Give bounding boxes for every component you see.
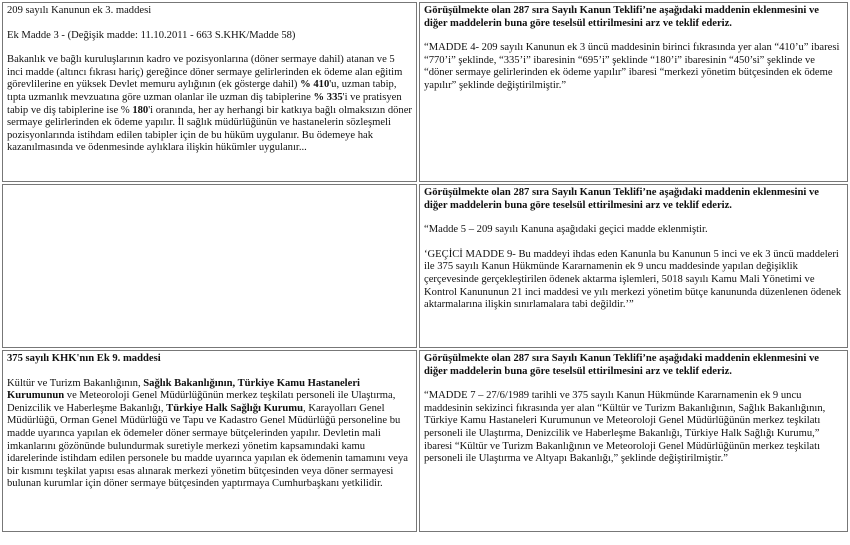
comparison-table <box>2 2 848 541</box>
proposal-title: Görüşülmekte olan 287 sıra Sayılı Kanun Teklifi’ne aşağıdaki maddenin eklenmesini ve diğer maddelerin buna göre teselsül ettirilmesini arz ve teklif ederiz. <box>424 187 819 211</box>
proposal-title: Görüşülmekte olan 287 sıra Sayılı Kanun Teklifi’ne aşağıdaki maddenin eklenmesini ve diğer maddelerin buna göre teselsül ettirilmesini arz ve teklif ederiz. <box>424 353 819 377</box>
law-text-bold: Türkiye Halk Sağlığı Kurumu <box>166 402 304 414</box>
law-text <box>7 378 412 491</box>
proposal-body: “MADDE 4- 209 sayılı Kanunun ek 3 üncü maddesinin birinci fıkrasında yer alan “410’u” ibaresi “770’i” şeklinde, “335’i” ibaresinin “695’i” şeklinde “180’i” ibaresinin “450’si” şeklinde ve “döner sermaye gelirlerinden ek ödeme yapılır” ibaresi “merkezi yönetim bütçesinden ek ödeme yapılır” şeklinde değiştirilmiştir.” <box>424 42 840 91</box>
current-law-cell-1 <box>2 2 417 182</box>
law-rate-bold: % 410 <box>300 79 330 91</box>
law-rate-bold: % 335 <box>313 91 343 103</box>
proposal-cell-1 <box>419 2 848 182</box>
law-text-part: ve Meteoroloji Genel Müdürlüğünün merkez teşkilatı personeli ile Ulaştırma, Denizcilik ve Haberleşme Bakanlığı, <box>7 390 396 414</box>
law-text-part: 'i oranında, her ay herhangi bir katkıya bağlı olmaksızın döner sermaye gelirlerinden ek ödeme yapılır. İl sağlık müdürlüğünün ve hastanelerin sözleşmeli pozisyonlarında istihdam edilen tabipler için de bu hüküm uygulanır. Bu ödemeye hak kazanılmasında ve ödenmesinde aylıklara ilişkin hükümler uygulanır... <box>7 104 412 154</box>
law-rate-bold: 180 <box>132 104 149 116</box>
cell-title: 209 sayılı Kanunun ek 3. maddesi <box>7 5 152 16</box>
proposal-cell-2 <box>419 184 848 348</box>
proposal-title: Görüşülmekte olan 287 sıra Sayılı Kanun Teklifi’ne aşağıdaki maddenin eklenmesini ve diğer maddelerin buna göre teselsül ettirilmesini arz ve teklif ederiz. <box>424 5 819 29</box>
law-text-part: , Karayolları Genel Müdürlüğü, Orman Genel Müdürlüğü ve Tapu ve Kadastro Genel Müdürlüğü personeline bu madde uyarınca yapılan ek ödemeler döner sermaye bütçelerinden yapılır. Devletin mali imkanlarını gözönünde bulundurmak suretiyle merkezi yönetim kapsamındaki kamu idarelerinde istihdam edilen personele bu madde uyarınca yapılan ek ödemenin tamamını veya bir kısmını teşkilat yapısı esas alınarak merkezi yönetim bütçesinden veya döner sermayesi bulunan kurumlar için döner sermaye bütçesinden yaptırmaya Cumhurbaşkanı yetkilidir. <box>7 402 408 490</box>
law-text-part: 'i ve pratisyen tabip ve diş tabiplerine ise % <box>7 91 402 116</box>
current-law-cell-3 <box>2 350 417 532</box>
law-text-part: 'u, uzman tabip, tıpta uzmanlık mevzuatına göre uzman olanlar ile uzman diş tabiplerine <box>7 79 397 103</box>
proposal-line: “Madde 5 – 209 sayılı Kanuna aşağıdaki geçici madde eklenmiştir. <box>424 224 708 236</box>
proposal-cell-3 <box>419 350 848 532</box>
proposal-body: “MADDE 7 – 27/6/1989 tarihli ve 375 sayılı Kanun Hükmünde Kararnamenin ek 9 uncu maddesinin sekizinci fıkrasında yer alan “Kültür ve Turizm Bakanlığının, Sağlık Bakanlığının, Türkiye Kamu Hastaneleri Kurumunun ve Meteoroloji Genel Müdürlüğünün merkez teşkilatı personeli ile Ulaştırma, Denizcilik ve Haberleşme Bakanlığı, Türkiye Halk Sağlığı Kurumu,” ibaresi “Kültür ve Turizm Bakanlığının ve Meteoroloji Genel Müdürlüğünün merkez teşkilatı personeli ile Ulaştırma ve Altyapı Bakanlığı,” şeklinde değiştirilmiştir.” <box>424 390 826 465</box>
law-text-part: Bakanlık ve bağlı kuruluşlarının kadro ve pozisyonlarına (döner sermaye dahil) atanan ve 5 inci madde (altıncı fıkrası hariç) gereğince döner sermaye gelirlerinden ek ödeme alan eğitim görevlilerine en yüksek Devlet memuru aylığının (ek gösterge dahil) <box>7 54 403 91</box>
current-law-cell-2-empty <box>2 184 417 348</box>
cell-subtitle: Ek Madde 3 - (Değişik madde: 11.10.2011 - 663 S.KHK/Madde 58) <box>7 29 296 41</box>
law-text-part: Kültür ve Turizm Bakanlığının, <box>7 377 144 389</box>
law-text <box>7 54 412 155</box>
cell-title: 375 sayılı KHK'nın Ek 9. maddesi <box>7 353 161 364</box>
law-text-bold: Sağlık Bakanlığının, Türkiye Kamu Hastaneleri Kurumunun <box>7 377 360 402</box>
proposal-body: ‘GEÇİCİ MADDE 9- Bu maddeyi ihdas eden Kanunla bu Kanunun 5 inci ve ek 3 üncü maddeleri ile 375 sayılı Kanun Hükmünde Kararnamenin ek 9 uncu maddesinde yapılan değişiklik çerçevesinde gerçekleştirilen ödenek aktarma işlemleri, 5018 sayılı Kamu Mali Yönetimi ve Kontrol Kanununun 21 inci maddesi ve yılı merkezi yönetim bütçe kanununda düzenlenen ödenek aktarmalarına ilişkin sınırlamalara tabi değildir.’” <box>424 248 842 311</box>
